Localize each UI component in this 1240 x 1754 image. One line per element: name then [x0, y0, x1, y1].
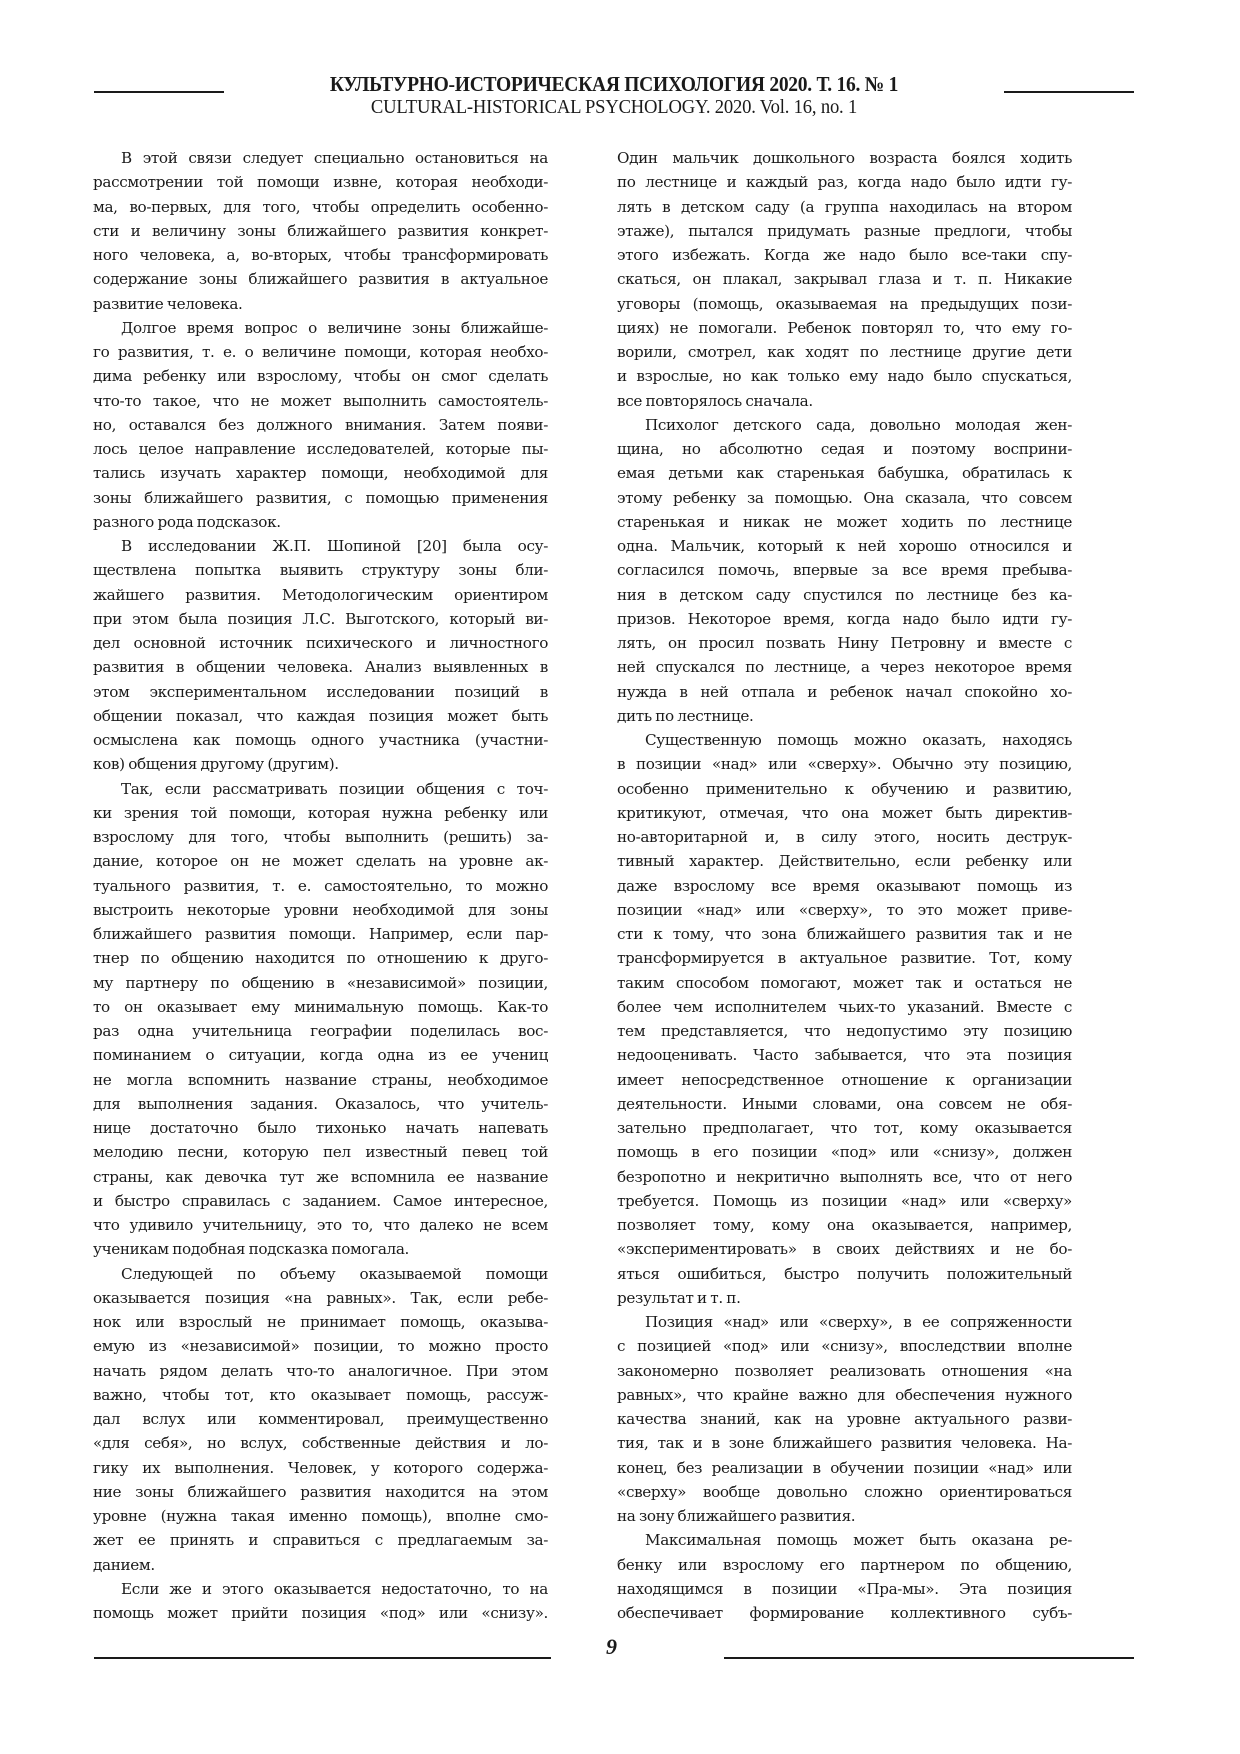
- text-line: ние зоны ближайшего развития находится на этом: [93, 1482, 548, 1501]
- text-line: оказывается позиция «на равных». Так, если ребе-: [93, 1288, 548, 1307]
- text-line: зоны ближайшего развития, с помощью применения: [93, 488, 548, 507]
- text-line: емую из «независимой» позиции, то можно просто: [93, 1337, 548, 1356]
- text-line: нице достаточно было тихонько начать напевать: [93, 1119, 548, 1137]
- text-line: и быстро справилась с заданием. Самое интересное,: [93, 1191, 548, 1210]
- text-line: Следующей по объему оказываемой помощи: [121, 1264, 548, 1283]
- text-line: уровне (нужна такая именно помощь), вполне смо-: [93, 1507, 548, 1525]
- text-line: уговоры (помощь, оказываемая на предыдущих пози-: [617, 294, 1072, 313]
- text-line: согласился помочь, впервые за все время пребыва-: [617, 561, 1072, 580]
- text-line: яться ошибиться, быстро получить положительный: [617, 1264, 1072, 1283]
- page-footer: [94, 1632, 1134, 1672]
- text-line: дить по лестнице.: [617, 706, 754, 725]
- text-line: дал вслух или комментировал, преимущественно: [93, 1410, 548, 1428]
- text-line: лять, он просил позвать Нину Петровну и вместе с: [617, 634, 1072, 652]
- text-line: конец, без реализации в обучении позиции «над» или: [617, 1458, 1072, 1477]
- text-line: помощь в его позиции «под» или «снизу», должен: [617, 1143, 1072, 1162]
- text-line: но, оставался без должного внимания. Затем появи-: [93, 415, 548, 434]
- text-line: скаться, он плакал, закрывал глаза и т. п. Никакие: [617, 270, 1072, 289]
- text-line: дима ребенку или взрослому, чтобы он смог сделать: [93, 367, 548, 386]
- text-line: нок или взрослый не принимает помощь, оказыва-: [93, 1313, 548, 1331]
- text-line: рассмотрении той помощи извне, которая необходи-: [93, 173, 548, 192]
- text-line: равных», что крайне важно для обеспечения нужного: [617, 1385, 1072, 1404]
- text-line: Максимальная помощь может быть оказана ре-: [645, 1531, 1072, 1550]
- text-line: этом экспериментальном исследовании позиций в: [93, 682, 548, 701]
- text-line: одна. Мальчик, который к ней хорошо относился и: [617, 537, 1072, 555]
- text-line: этому ребенку за помощью. Она сказала, что совсем: [617, 488, 1072, 507]
- text-line: тия, так и в зоне ближайшего развития человека. На-: [617, 1434, 1072, 1453]
- header-rule-right: [1004, 91, 1134, 93]
- text-line: ученикам подобная подсказка помогала.: [93, 1240, 410, 1259]
- text-line: призов. Некоторое время, когда надо было идти гу-: [617, 609, 1072, 628]
- text-line: жайшего развития. Методологическим ориентиром: [93, 585, 548, 604]
- text-line: дание, которое он не может сделать на уровне ак-: [93, 852, 548, 871]
- text-line: в позиции «над» или «сверху». Обычно эту позицию,: [617, 755, 1072, 774]
- running-header: [94, 72, 1134, 128]
- text-line: важно, чтобы тот, кто оказывает помощь, рассуж-: [93, 1385, 548, 1404]
- text-line: страны, как девочка тут же вспомнила ее название: [93, 1167, 548, 1186]
- text-line: раз одна учительница географии поделилась вос-: [93, 1022, 548, 1040]
- text-line: ближайшего развития помощи. Например, если пар-: [93, 925, 548, 943]
- text-line: «сверху» вообще довольно сложно ориентироваться: [617, 1482, 1072, 1501]
- text-line: «для себя», но вслух, собственные действия и ло-: [93, 1434, 548, 1453]
- text-line: жет ее принять и справиться с предлагаемым за-: [93, 1531, 548, 1550]
- text-line: сти и величину зоны ближайшего развития конкрет-: [93, 221, 548, 240]
- text-line: лять в детском саду (а группа находилась на втором: [617, 197, 1072, 216]
- text-line: В исследовании Ж.П. Шопиной [20] была осу-: [121, 537, 548, 555]
- text-line: ков) общения другому (другим).: [93, 755, 339, 774]
- text-line: тнер по общению находится по отношению к друго-: [93, 949, 548, 968]
- text-line: взрослому для того, чтобы выполнить (решить) за-: [93, 828, 548, 846]
- text-line: Существенную помощь можно оказать, находясь: [645, 731, 1072, 749]
- text-line: мелодию песни, которую пел известный певец той: [93, 1143, 548, 1162]
- text-line: этого избежать. Когда же надо было все-таки спу-: [617, 246, 1072, 264]
- text-line: туального развития, т. е. самостоятельно, то можно: [93, 876, 548, 895]
- text-line: го развития, т. е. о величине помощи, которая необхо-: [93, 343, 548, 361]
- text-line: позволяет тому, кому она оказывается, например,: [617, 1216, 1072, 1234]
- text-line: качества знаний, как на уровне актуального разви-: [617, 1410, 1072, 1428]
- text-line: этаже), пытался придумать разные предлоги, чтобы: [617, 221, 1072, 240]
- text-line: сти к тому, что зона ближайшего развития так и не: [617, 925, 1072, 943]
- text-line: безропотно и некритично выполнять все, что от него: [617, 1167, 1072, 1186]
- text-line: таким способом помогают, может так и остаться не: [617, 973, 1072, 992]
- page-number: 9: [606, 1634, 617, 1659]
- text-line: закономерно позволяет реализовать отношения «на: [617, 1361, 1072, 1380]
- text-line: Так, если рассматривать позиции общения с точ-: [121, 779, 548, 798]
- text-line: что-то такое, что не может выполнить самостоятель-: [93, 391, 548, 410]
- text-line: обеспечивает формирование коллективного субъ-: [617, 1604, 1072, 1622]
- text-line: поминанием о ситуации, когда одна из ее учениц: [93, 1046, 548, 1065]
- text-line: Психолог детского сада, довольно молодая жен-: [645, 415, 1072, 434]
- text-line: при этом была позиция Л.С. Выготского, который ви-: [93, 609, 548, 628]
- text-line: что удивило учительницу, это то, что далеко не всем: [93, 1216, 548, 1234]
- text-line: ществлена попытка выявить структуру зоны бли-: [93, 561, 548, 580]
- text-line: Позиция «над» или «сверху», в ее сопряженности: [645, 1313, 1072, 1331]
- text-line: ма, во-первых, для того, чтобы определить особенно-: [93, 197, 548, 216]
- text-line: старенькая и никак не может ходить по лестнице: [617, 512, 1072, 531]
- text-line: содержание зоны ближайшего развития в актуальное: [93, 270, 548, 289]
- text-line: ней спускался по лестнице, а через некоторое время: [617, 658, 1072, 677]
- text-line: критикуют, отмечая, что она может быть директив-: [617, 803, 1072, 822]
- text-line: ворили, смотрел, как ходят по лестнице другие дети: [617, 343, 1072, 361]
- text-line: осмыслена как помощь одного участника (участни-: [93, 731, 548, 749]
- text-line: тивный характер. Действительно, если ребенку или: [617, 852, 1072, 871]
- text-line: результат и т. п.: [617, 1288, 741, 1307]
- text-line: но-авторитарной и, в силу этого, носить деструк-: [617, 828, 1072, 846]
- text-line: ки зрения той помощи, которая нужна ребенку или: [93, 803, 548, 822]
- text-line: даже взрослому все время оказывают помощь из: [617, 876, 1072, 895]
- text-line: гику их выполнения. Человек, у которого содержа-: [93, 1458, 548, 1477]
- text-line: данием.: [93, 1555, 155, 1574]
- journal-title-en: CULTURAL-HISTORICAL PSYCHOLOGY. 2020. Vol. 16, no. 1: [370, 96, 858, 118]
- text-line: имеет непосредственное отношение к организации: [617, 1070, 1072, 1089]
- text-line: помощь может прийти позиция «под» или «снизу».: [93, 1604, 548, 1622]
- text-line: требуется. Помощь из позиции «над» или «сверху»: [617, 1191, 1072, 1210]
- text-line: для выполнения задания. Оказалось, что учитель-: [93, 1094, 548, 1113]
- text-line: и взрослые, но как только ему надо было спускаться,: [617, 367, 1072, 386]
- text-line: дел основной источник психического и личностного: [93, 634, 548, 652]
- text-line: бенку или взрослому его партнером по общению,: [617, 1555, 1072, 1574]
- text-line: ного человека, а, во-вторых, чтобы трансформировать: [93, 246, 548, 264]
- footer-rule-left: [94, 1657, 551, 1659]
- text-line: не могла вспомнить название страны, необходимое: [93, 1070, 548, 1089]
- text-line: то он оказывает ему минимальную помощь. Как-то: [93, 997, 548, 1016]
- text-line: зательно предполагает, что тот, кому оказывается: [617, 1119, 1072, 1137]
- text-line: щина, но абсолютно седая и поэтому восприни-: [617, 440, 1072, 458]
- text-line: Долгое время вопрос о величине зоны ближайше-: [121, 318, 548, 337]
- text-line: позиции «над» или «сверху», то это может приве-: [617, 900, 1072, 919]
- text-line: общении показал, что каждая позиция может быть: [93, 706, 548, 725]
- text-line: нужда в ней отпала и ребенок начал спокойно хо-: [617, 682, 1072, 701]
- text-line: му партнеру по общению в «независимой» позиции,: [93, 973, 548, 992]
- text-line: на зону ближайшего развития.: [617, 1507, 856, 1525]
- text-line: развитие человека.: [93, 294, 243, 313]
- text-line: с позицией «под» или «снизу», впоследствии вполне: [617, 1337, 1072, 1356]
- text-line: циях) не помогали. Ребенок повторял то, что ему го-: [617, 318, 1072, 337]
- text-line: разного рода подсказок.: [93, 512, 281, 531]
- text-line: начать рядом делать что-то аналогичное. При этом: [93, 1361, 548, 1380]
- text-line: выстроить некоторые уровни необходимой для зоны: [93, 900, 548, 919]
- text-line: деятельности. Иными словами, она совсем не обя-: [617, 1094, 1072, 1113]
- text-line: недооценивать. Часто забывается, что эта позиция: [617, 1046, 1072, 1065]
- text-line: находящимся в позиции «Пра-мы». Эта позиция: [617, 1579, 1072, 1598]
- footer-rule-right: [724, 1657, 1134, 1659]
- text-line: «экспериментировать» в своих действиях и не бо-: [617, 1240, 1072, 1259]
- text-line: Один мальчик дошкольного возраста боялся ходить: [617, 149, 1072, 167]
- text-column-right: [617, 146, 1072, 1625]
- text-line: более чем исполнителем чьих-то указаний. Вместе с: [617, 997, 1072, 1016]
- text-line: трансформируется в актуальное развитие. Тот, кому: [617, 949, 1072, 968]
- text-line: В этой связи следует специально остановиться на: [121, 149, 548, 167]
- text-line: Если же и этого оказывается недостаточно, то на: [121, 1579, 548, 1598]
- text-column-left: [93, 146, 548, 1625]
- text-line: все повторялось сначала.: [617, 391, 813, 410]
- text-line: тались изучать характер помощи, необходимой для: [93, 464, 548, 483]
- text-line: емая детьми как старенькая бабушка, обратилась к: [617, 464, 1072, 483]
- text-line: ния в детском саду спустился по лестнице без ка-: [617, 585, 1072, 604]
- text-line: тем представляется, что недопустимо эту позицию: [617, 1022, 1072, 1040]
- text-line: по лестнице и каждый раз, когда надо было идти гу-: [617, 173, 1072, 192]
- text-line: лось целое направление исследователей, которые пы-: [93, 440, 548, 458]
- journal-title-ru: КУЛЬТУРНО-ИСТОРИЧЕСКАЯ ПСИХОЛОГИЯ 2020. Т. 16. № 1: [329, 72, 899, 96]
- text-line: развития в общении человека. Анализ выявленных в: [93, 658, 548, 677]
- text-line: особенно применительно к обучению и развитию,: [617, 779, 1072, 798]
